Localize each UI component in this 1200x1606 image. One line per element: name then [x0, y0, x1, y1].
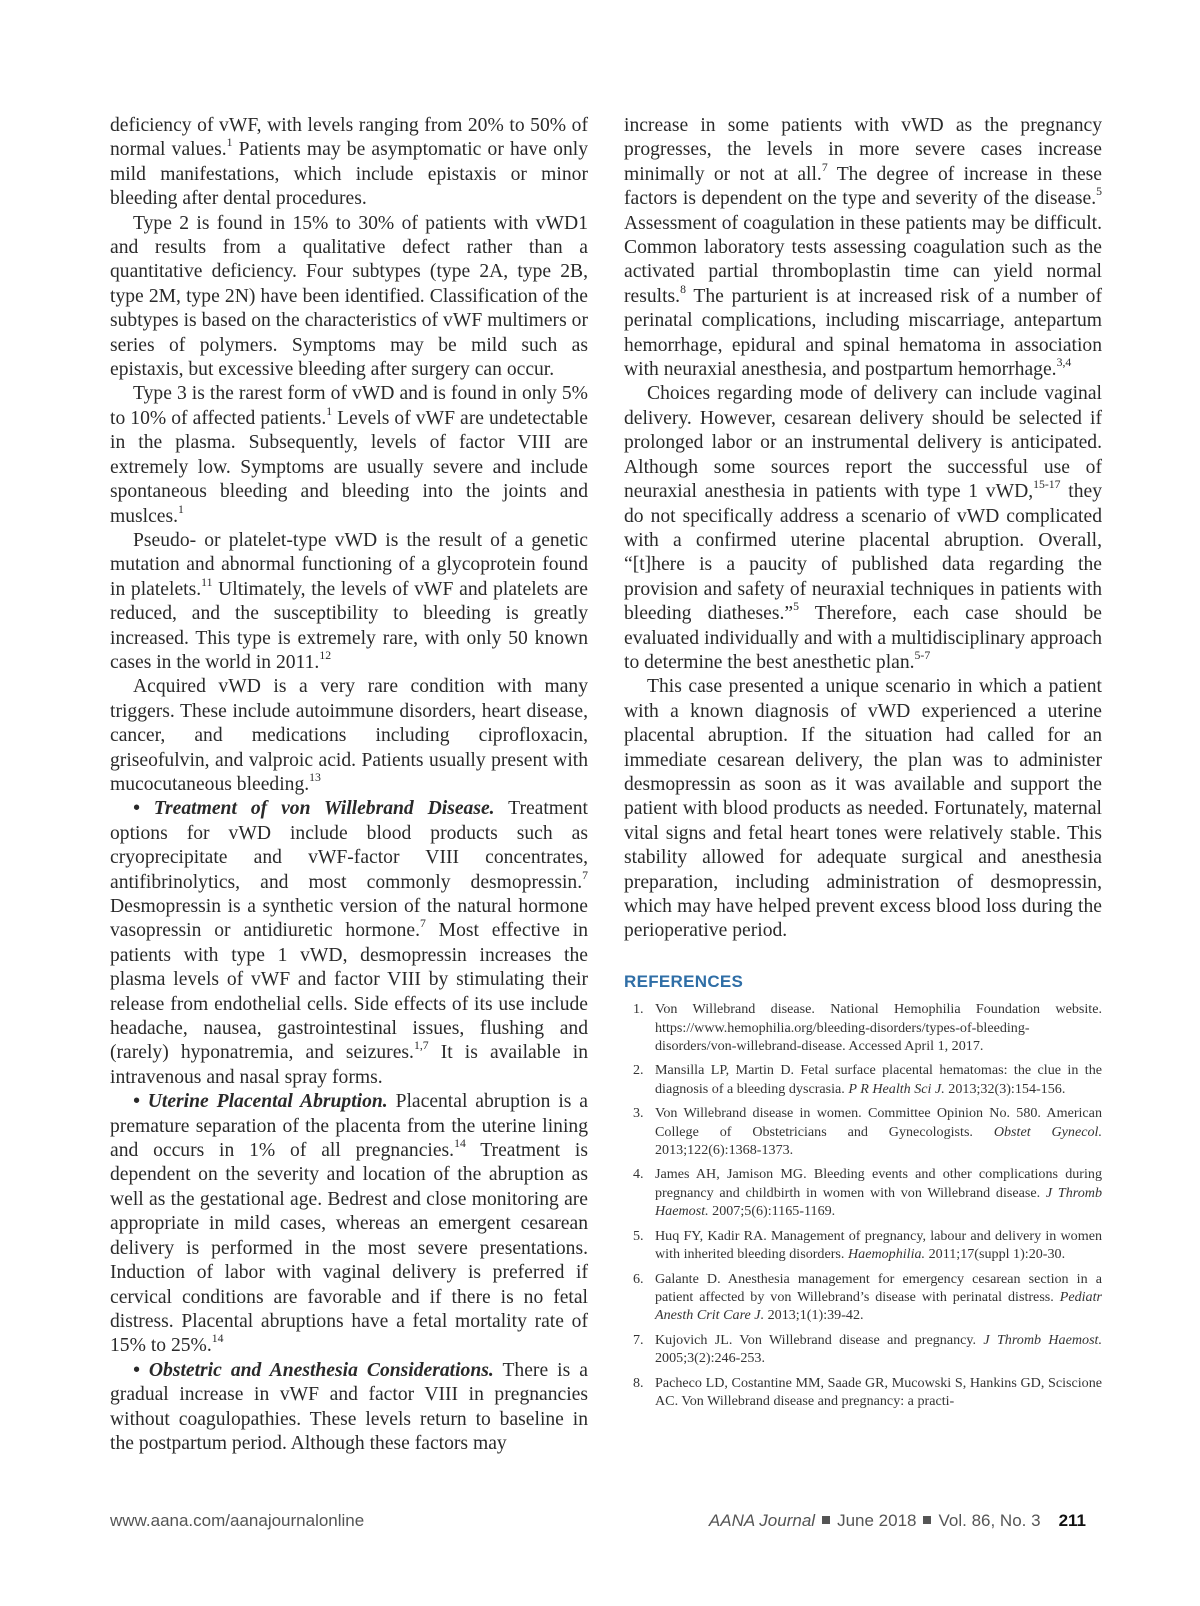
reference-item: 4. James AH, Jamison MG. Bleeding events and other complications during pregnancy and childbirth in women with von Willebrand disease. J Thromb Haemost. 2007;5(6):1165-1169. [633, 1166, 1102, 1220]
paragraph: Type 3 is the rarest form of vWD and is found in only 5% to 10% of affected patients.$^1$ Levels of vWF are undetectable in the plasma. Subsequently, levels of factor VIII are extremely low. Symptoms are usually severe and include spontaneous bleeding and bleeding into the joints and muslces.$^1$ [110, 383, 588, 527]
reference-item: 5. Huq FY, Kadir RA. Management of pregnancy, labour and delivery in women with inherited bleeding disorders. Haemophilia. 2011;17(suppl 1):20-30. [633, 1227, 1102, 1263]
paragraph: • Obstetric and Anesthesia Considerations. There is a gradual increase in vWF and factor VIII in pregnancies without coagulopathies. These levels return to baseline in the postpartum period. Although these factors may [110, 1359, 588, 1454]
issue-date: June 2018 [837, 1511, 917, 1530]
paragraph: Choices regarding mode of delivery can include vaginal delivery. However, cesarean delivery should be selected if prolonged labor or an instrumental delivery is anticipated. Although some sources report the successful use of neuraxial anesthesia in patients with type 1 vWD,$^{15-17}$ they do not specifically address a scenario of vWD complicated with a confirmed uterine placental abruption. Overall, “[t]here is a paucity of published data regarding the provision and safety of neuraxial techniques in patients with bleeding diatheses.”$^5$ Therefore, each case should be evaluated individually and with a multidisciplinary approach to determine the best anesthetic plan.$^{5-7}$ [624, 383, 1102, 673]
right-column [624, 114, 1102, 1416]
page-number: 211 [1058, 1511, 1086, 1530]
volume-number: Vol. 86, No. 3 [938, 1511, 1041, 1530]
paragraph: Pseudo- or platelet-type vWD is the result of a genetic mutation and abnormal functioning of a glycoprotein found in platelets.$^{11}$ Ultimately, the levels of vWF and platelets are reduced, and the susceptibility to bleeding is greatly increased. This type is extremely rare, with only 50 known cases in the world in 2011.12 [110, 529, 589, 673]
reference-item: 1. Von Willebrand disease. National Hemophilia Foundation website. https://www.hemophilia.org/bleeding-disorders/types-of-bleeding-disorders/von-willebrand-disease. Accessed April 1, 2017. [633, 1001, 1102, 1055]
footer-citation [709, 1511, 1086, 1531]
bullet-icon [923, 1516, 931, 1524]
paragraph: deficiency of vWF, with levels ranging from 20% to 50% of normal values.$^1$ Patients may be asymptomatic or have only mild manifestations, which include epistaxis or minor bleeding after dental procedures. [110, 115, 588, 210]
left-column [110, 114, 588, 1456]
section-heading: • Obstetric and Anesthesia Considerations. [133, 1359, 494, 1381]
paragraph: Acquired vWD is a very rare condition with many triggers. These include autoimmune disorders, heart disease, cancer, and medications including ciprofloxacin, griseofulvin, and valproic acid. Patients usually present with mucocutaneous bleeding.$^{13}$ [110, 676, 588, 795]
paragraph: increase in some patients with vWD as the pregnancy progresses, the levels in more severe cases increase minimally or not at all.$^7$ The degree of increase in these factors is dependent on the type and severity of the disease.$^5$ Assessment of coagulation in these patients may be difficult. Common laboratory tests assessing coagulation such as the activated partial thromboplastin time can yield normal results.$^8$ The parturient is at increased risk of a number of perinatal complications, including miscarriage, antepartum hemorrhage, epidural and spinal hematoma in association with neuraxial anesthesia, and postpartum hemorrhage.$^{3,4}$ [624, 115, 1102, 381]
reference-item: 6. Galante D. Anesthesia management for emergency cesarean section in a patient affected by von Willebrand’s disease with perinatal distress. Pediatr Anesth Crit Care J. 2013;1(1):39-42. [633, 1270, 1102, 1324]
reference-item: 7. Kujovich JL. Von Willebrand disease and pregnancy. J Thromb Haemost. 2005;3(2):246-253. [633, 1331, 1102, 1367]
section-heading: • Treatment of von Willebrand Disease. [133, 798, 495, 820]
footer-url: www.aana.com/aanajournalonline [110, 1511, 365, 1530]
reference-item: 2. Mansilla LP, Martin D. Fetal surface placental hematomas: the clue in the diagnosis of a bleeding dyscrasia. P R Health Sci J. 2013;32(3):154-156. [633, 1062, 1102, 1097]
reference-item: 8. Pacheco LD, Costantine MM, Saade GR, Mucowski S, Hankins GD, Sciscione AC. Von Willebrand disease and pregnancy: a practi- [633, 1374, 1102, 1409]
paragraph: • Uterine Placental Abruption. Placental abruption is a premature separation of the placenta from the uterine lining and occurs in 1% of all pregnancies.$^{14}$ Treatment is dependent on the severity and location of the abruption as well as the gestational age. Bedrest and close monitoring are appropriate in mild cases, whereas an emergent cesarean delivery is performed in the most severe presentations. Induction of labor with vaginal delivery is preferred if cervical conditions are favorable and if there is no fetal distress. Placental abruptions have a fetal mortality rate of 15% to 25%.$^{14}$ [110, 1091, 588, 1357]
section-heading: • Uterine Placental Abruption. [133, 1091, 388, 1113]
paragraph: • Treatment of von Willebrand Disease. Treatment options for vWD include blood products such as cryoprecipitate and vWF-factor VIII concentrates, antifibrinolytics, and most commonly desmopressin.$^7$ Desmopressin is a synthetic version of the natural hormone vasopressin or antidiuretic hormone.$^7$ Most effective in patients with type 1 vWD, desmopressin increases the plasma levels of vWF and factor VIII by stimulating their release from endothelial cells. Side effects of its use include headache, nausea, gastrointestinal issues, flushing and (rarely) hyponatremia, and seizures.$^{1,7}$ It is available in intravenous and nasal spray forms. [110, 798, 589, 1088]
reference-item: 3. Von Willebrand disease in women. Committee Opinion No. 580. American College of Obstetricians and Gynecologists. Obstet Gynecol. 2013;122(6):1368-1373. [633, 1105, 1102, 1159]
references-heading: REFERENCES [624, 971, 744, 991]
paragraph: Type 2 is found in 15% to 30% of patients with vWD1 and results from a qualitative defect rather than a quantitative deficiency. Four subtypes (type 2A, type 2B, type 2M, type 2N) have been identified. Classification of the subtypes is based on the characteristics of vWF multimers or series of polymers. Symptoms may be mild such as epistaxis, but excessive bleeding after surgery can occur. [110, 212, 588, 381]
reference-list [624, 1000, 1102, 1410]
journal-name: AANA Journal [708, 1511, 816, 1530]
paragraph: This case presented a unique scenario in which a patient with a known diagnosis of vWD experienced a uterine placental abruption. If the situation had called for an immediate cesarean delivery, the plan was to administer desmopressin as soon as it was available and support the patient with blood products as needed. Fortunately, maternal vital signs and fetal heart tones were relatively stable. This stability allowed for adequate surgical and anesthesia preparation, including administration of desmopressin, which may have helped prevent excess blood loss during the perioperative period. [624, 676, 1102, 942]
bullet-icon [822, 1516, 830, 1524]
